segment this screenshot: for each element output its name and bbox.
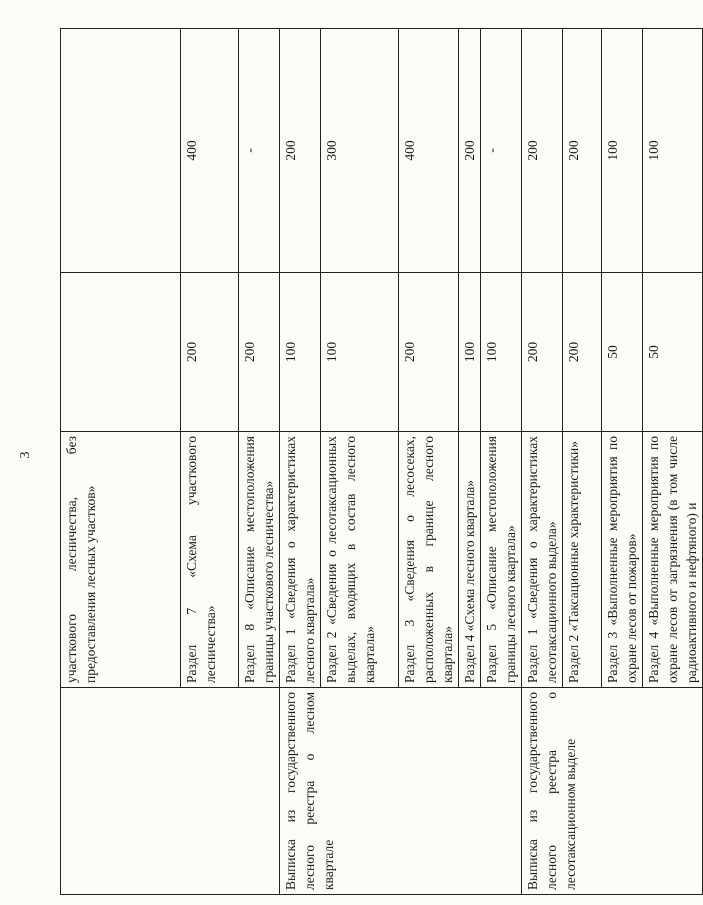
section-cell: Раздел 3 «Сведения о лесосеках, расположенных в границе лесного квартала» (399, 432, 459, 688)
section-cell: Раздел 1 «Сведения о характеристиках лесотаксационного выдела» (522, 432, 563, 688)
document-type-cell (61, 688, 280, 895)
section-cell: Раздел 7 «Схема участкового лесничества» (181, 432, 239, 688)
price-cell-1 (61, 273, 181, 432)
section-cell: Раздел 1 «Сведения о характеристиках лесного квартала» (280, 432, 321, 688)
price-cell-2: 300 (321, 29, 399, 273)
price-cell-1: 100 (280, 273, 321, 432)
price-cell-2: 200 (280, 29, 321, 273)
price-cell-2: - (239, 29, 280, 273)
section-cell: Раздел 2 «Таксационные характеристики» (563, 432, 602, 688)
document-type-cell: Выписка из государственного лесного реестра о лесотаксационном выделе (522, 688, 703, 895)
price-cell-2: - (481, 29, 522, 273)
price-cell-2: 200 (522, 29, 563, 273)
page-number: 3 (18, 451, 33, 459)
price-cell-1: 100 (321, 273, 399, 432)
table-row (522, 29, 563, 895)
document-type-cell: Выписка из государственного лесного реестра о лесном квартале (280, 688, 522, 895)
price-cell-1: 50 (643, 273, 703, 432)
price-cell-2: 400 (181, 29, 239, 273)
price-cell-1: 100 (459, 273, 481, 432)
price-cell-1: 200 (399, 273, 459, 432)
price-cell-2 (61, 29, 181, 273)
price-cell-1: 50 (602, 273, 643, 432)
price-cell-2: 200 (563, 29, 602, 273)
price-cell-1: 200 (239, 273, 280, 432)
rotated-page-content (60, 65, 699, 895)
price-cell-1: 100 (481, 273, 522, 432)
section-cell: Раздел 5 «Описание местоположения границы лесного квартала» (481, 432, 522, 688)
price-cell-1: 200 (181, 273, 239, 432)
price-cell-2: 400 (399, 29, 459, 273)
price-cell-1: 200 (522, 273, 563, 432)
table-row (280, 29, 321, 895)
price-cell-1: 200 (563, 273, 602, 432)
price-cell-2: 100 (643, 29, 703, 273)
section-cell: участкового лесничества, без предоставления лесных участков» (61, 432, 181, 688)
section-cell: Раздел 3 «Выполненные мероприятия по охране лесов от пожаров» (602, 432, 643, 688)
section-cell: Раздел 4 «Схема лесного квартала» (459, 432, 481, 688)
fee-table (60, 28, 703, 895)
price-cell-2: 200 (459, 29, 481, 273)
table-row (61, 29, 181, 895)
section-cell: Раздел 8 «Описание местоположения границы участкового лесничества» (239, 432, 280, 688)
section-cell: Раздел 2 «Сведения о лесотаксационных выделах, входящих в состав лесного квартала» (321, 432, 399, 688)
section-cell: Раздел 4 «Выполненные мероприятия по охране лесов от загрязнения (в том числе радиоактивного и нефтяного) и (643, 432, 703, 688)
price-cell-2: 100 (602, 29, 643, 273)
